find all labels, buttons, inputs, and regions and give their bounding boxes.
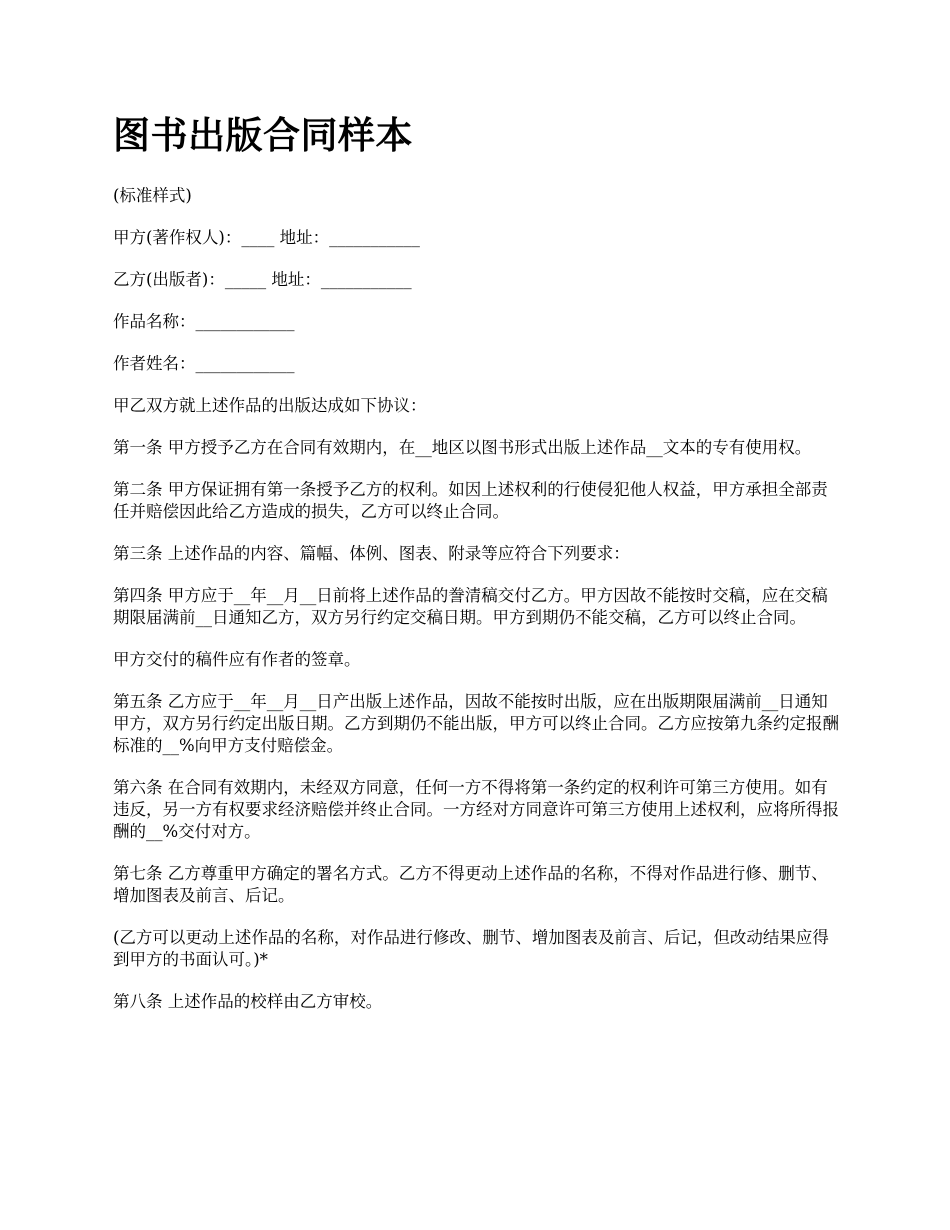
article-6: 第六条 在合同有效期内，未经双方同意，任何一方不得将第一条约定的权利许可第三方使用。如有违反，另一方有权要求经济赔偿并终止合同。一方经对方同意许可第三方使用上述权利，应将所得报酬的__%交付对方。 [113,778,839,841]
document-page [113,113,843,1033]
article-4-note: 甲方交付的稿件应有作者的签章。 [113,650,361,669]
author-name-line: 作者姓名：____________ [113,354,295,373]
article-7: 第七条 乙方尊重甲方确定的署名方式。乙方不得更动上述作品的名称，不得对作品进行修、删节、增加图表及前言、后记。 [113,864,828,905]
subtitle-standard-format: (标准样式) [113,186,192,205]
article-7-alternative: (乙方可以更动上述作品的名称，对作品进行修改、删节、增加图表及前言、后记，但改动结果应得到甲方的书面认可。)* [113,928,829,969]
party-a-line: 甲方(著作权人)：____ 地址：___________ [113,228,420,247]
agreement-intro: 甲乙双方就上述作品的出版达成如下协议： [113,396,427,415]
article-1: 第一条 甲方授予乙方在合同有效期内，在__地区以图书形式出版上述作品__文本的专有使用权。 [113,438,812,457]
article-3: 第三条 上述作品的内容、篇幅、体例、图表、附录等应符合下列要求： [113,544,630,563]
article-8: 第八条 上述作品的校样由乙方审校。 [113,992,383,1011]
party-b-line: 乙方(出版者)：_____ 地址：___________ [113,270,412,289]
article-5: 第五条 乙方应于__年__月__日产出版上述作品，因故不能按时出版，应在出版期限届满前__日通知甲方，双方另行约定出版日期。乙方到期仍不能出版，甲方可以终止合同。乙方应按第九条约定报酬标准的__%向甲方支付赔偿金。 [113,692,839,755]
document-title: 图书出版合同样本 [113,114,413,157]
work-title-line: 作品名称：____________ [113,312,295,331]
article-2: 第二条 甲方保证拥有第一条授予乙方的权利。如因上述权利的行使侵犯他人权益，甲方承担全部责任并赔偿因此给乙方造成的损失，乙方可以终止合同。 [113,480,828,521]
article-4: 第四条 甲方应于__年__月__日前将上述作品的誊清稿交付乙方。甲方因故不能按时交稿，应在交稿期限届满前__日通知乙方，双方另行约定交稿日期。甲方到期仍不能交稿，乙方可以终止合同。 [113,586,828,627]
